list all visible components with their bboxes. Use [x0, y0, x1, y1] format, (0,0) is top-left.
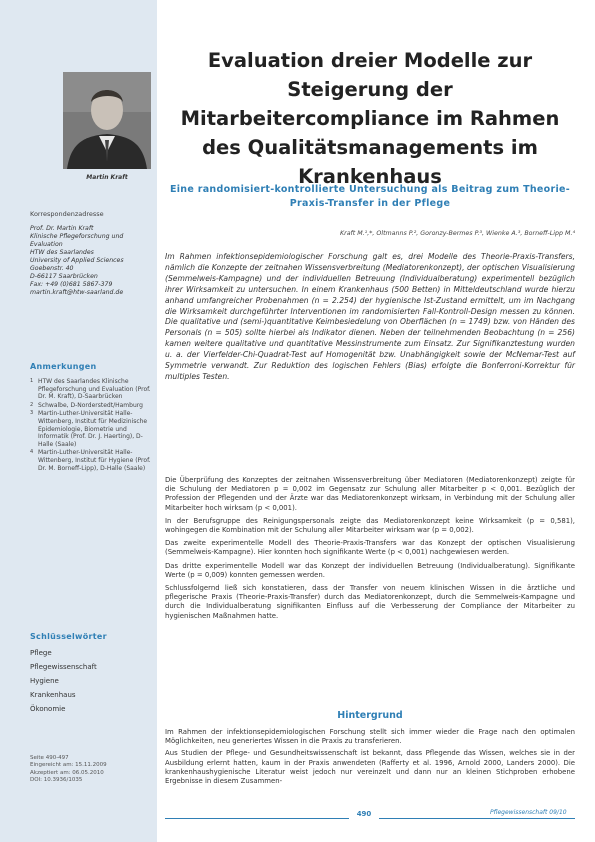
section-heading: Hintergrund [337, 710, 403, 721]
paragraph: Das dritte experimentelle Modell war das Konzept der individuellen Betreuung (Individualberatung). Signifikante Werte (p = 0,009) konnten gemessen werden. [165, 561, 575, 579]
note-mark: 2 [30, 401, 34, 408]
address-line: Evaluation [30, 241, 63, 248]
note-text: Martin-Luther-Universität Halle-Wittenberg, Institut für Medizinische Epidemiologie, Biometrie und Informatik (Prof. Dr. J. Haerting), D-Halle (Saale) [38, 410, 148, 448]
note-mark: 4 [30, 449, 34, 456]
address-line: Fax: +49 (0)681 5867-379 [30, 281, 113, 288]
paragraph: Das zweite experimentelle Modell des Theorie-Praxis-Transfers war das Konzept der optischen Visualisierung (Semmelweis-Kampagne). Hier konnten hoch signifikante Werte (p < 0,001) nachgewiesen werden. [165, 539, 575, 557]
author-list: Kraft M.¹,*, Oltmanns P.², Goronzy-Bermes P.³, Wienke A.³, Borneff-Lipp M.⁴ [339, 230, 575, 237]
note-mark: 1 [30, 378, 34, 384]
results-text [165, 476, 575, 625]
page-number: 490 [349, 807, 379, 821]
address-line: University of Applied Sciences [30, 257, 124, 264]
article-title: Evaluation dreier Modelle zur Steigerung der Mitarbeitercompliance im Rahmen des Qualitätsmanagements im Krankenhaus [180, 49, 560, 188]
keyword-item: Pflegewissenschaft [30, 663, 97, 671]
keywords-heading: Schlüsselwörter [30, 632, 107, 641]
note-text: Martin-Luther-Universität Halle-Wittenberg, Institut für Hygiene (Prof. Dr. M. Borneff-Lipp), D-Halle (Saale) [38, 449, 151, 472]
keyword-item: Ökonomie [30, 705, 66, 713]
correspondence-label: Korrespondenzadresse [30, 210, 104, 218]
correspondence-address [30, 225, 155, 297]
address-line: Prof. Dr. Martin Kraft [30, 225, 94, 232]
meta-line: Seite 490-497 [30, 755, 69, 761]
paragraph: In der Berufsgruppe des Reinigungspersonals zeigte das Mediatorenkonzept keine Wirksamkeit (p = 0,581), wohingegen die Kombination mit der Schulung aller Mitarbeiter wirksam war (p = 0,002). [165, 516, 575, 535]
abstract-text: Im Rahmen infektionsepidemiologischer Forschung galt es, drei Modelle des Theorie-Praxis-Transfers, nämlich die Konzepte der zeitnahen Wissensverbreitung (Mediatorenkonzept), der optischen Visualisierung (Semmelweis-Kampagne) und der individuellen Betreuung (Individualberatung) experimentell bezüglich ihrer Wirksamkeit zu untersuchen. In einem Krankenhaus (500 Betten) in Mitteldeutschland wurde hierzu anhand umfangreicher Probenahmen (n = 2.254) der hygienische Ist-Zustand ermittelt, um im Nachgang die Wirksamkeit durchgeführter Interventionen im randomisierten Fall-Kontroll-Design messen zu können. Die qualitative und (semi-)quantitative Keimbesiedelung von Oberflächen (n = 1749) bzw. von Händen des Personals (n = 505) sollte hierbei als Indikator dienen. Neben der teilnehmenden Beobachtung (n = 256) kamen weitere qualitative und quantitative Messinstrumente zum Einsatz. Zur Signifikanztestung wurden u. a. der Vierfelder-Chi-Quadrat-Test auf Homogenität bzw. Unabhängigkeit sowie der McNemar-Test auf Symmetrie verwandt. Zur Reduktion des logischen Fehlers (Bias) erfolgte die Bonferroni-Korrektur für multiples Testen. [165, 252, 575, 381]
note-mark: 3 [30, 410, 34, 417]
paragraph: Aus Studien der Pflege- und Gesundheitswissenschaft ist bekannt, dass Pflegende das Wissen, welches sie in der Ausbildung erlernt hatten, kaum in der Praxis anwendeten (Rafferty et al. 1996, Arnold 2000, Landers 2000). Die krankenhaushygienische Literatur weist jedoch nur vereinzelt und dann nur an kleinen Stichproben erhobene Ergebnisse in diesem Zusammen- [165, 749, 575, 786]
article-subtitle: Eine randomisiert-kontrollierte Untersuchung als Beitrag zum Theorie-Praxis-Transfer in der Pflege [169, 184, 571, 209]
author-photo [63, 72, 151, 169]
journal-name: Pflegewissenschaft 09/10 [490, 809, 567, 816]
article-meta [30, 755, 107, 785]
meta-line: DOI: 10.3936/1035 [30, 777, 83, 784]
meta-line: Eingereicht am: 15.11.2009 [30, 762, 107, 769]
keyword-item: Krankenhaus [30, 691, 76, 699]
abstract [165, 252, 575, 383]
author-portrait-image [63, 72, 151, 169]
address-line: Klinische Pflegeforschung und [30, 233, 124, 240]
notes-list [30, 378, 156, 473]
notes-heading: Anmerkungen [30, 362, 97, 371]
keyword-item: Pflege [30, 649, 52, 657]
note-item [30, 410, 156, 448]
background-text [165, 728, 575, 789]
keywords-list [30, 646, 97, 716]
address-line: HTW des Saarlandes [30, 249, 94, 256]
meta-line: Akzeptiert am: 06.05.2010 [30, 769, 104, 776]
paragraph: Im Rahmen der infektionsepidemiologischen Forschung stellt sich immer wieder die Frage nach den optimalen Möglichkeiten, neu generiertes Wissen in die Praxis zu transferieren. [165, 728, 575, 746]
note-item [30, 378, 156, 401]
note-item [30, 402, 156, 410]
keyword-item: Hygiene [30, 677, 59, 685]
paragraph: Die Überprüfung des Konzeptes der zeitnahen Wissensverbreitung über Mediatoren (Mediatorenkonzept) zeigte für die Schulung der Mediatoren p = 0,002 im Gegensatz zur Schulung aller Mitarbeiter p < 0,001. Bezüglich der Profession der Pflegenden und der Ärzte war das Mediatorenkonzept wirksam, in Verbindung mit der Schulung aller Mitarbeiter hoch wirksam (p < 0,001). [165, 476, 575, 512]
author-photo-caption: Martin Kraft [86, 174, 128, 181]
note-item [30, 449, 156, 472]
note-text: Schwalbe, D-Norderstedt/Hamburg [38, 401, 143, 409]
address-line: D-66117 Saarbrücken [30, 273, 98, 280]
note-text: HTW des Saarlandes Klinische Pflegeforschung und Evaluation (Prof. Dr. M. Kraft), D-Saarbrücken [38, 378, 151, 401]
address-line: Goebenstr. 40 [30, 265, 74, 272]
paragraph: Schlussfolgernd ließ sich konstatieren, dass der Transfer von neuem klinischen Wissen in die ärztliche und pflegerische Praxis (Theorie-Praxis-Transfer) durch das Mediatorenkonzept, durch die Semmelweis-Kampagne und durch die Individualberatung signifikanten Einfluss auf die Verbesserung der Compliance der Mitarbeiter zu hygienischen Maßnahmen hatte. [165, 584, 575, 620]
email-link[interactable]: martin.kraft@htw-saarland.de [30, 289, 124, 296]
